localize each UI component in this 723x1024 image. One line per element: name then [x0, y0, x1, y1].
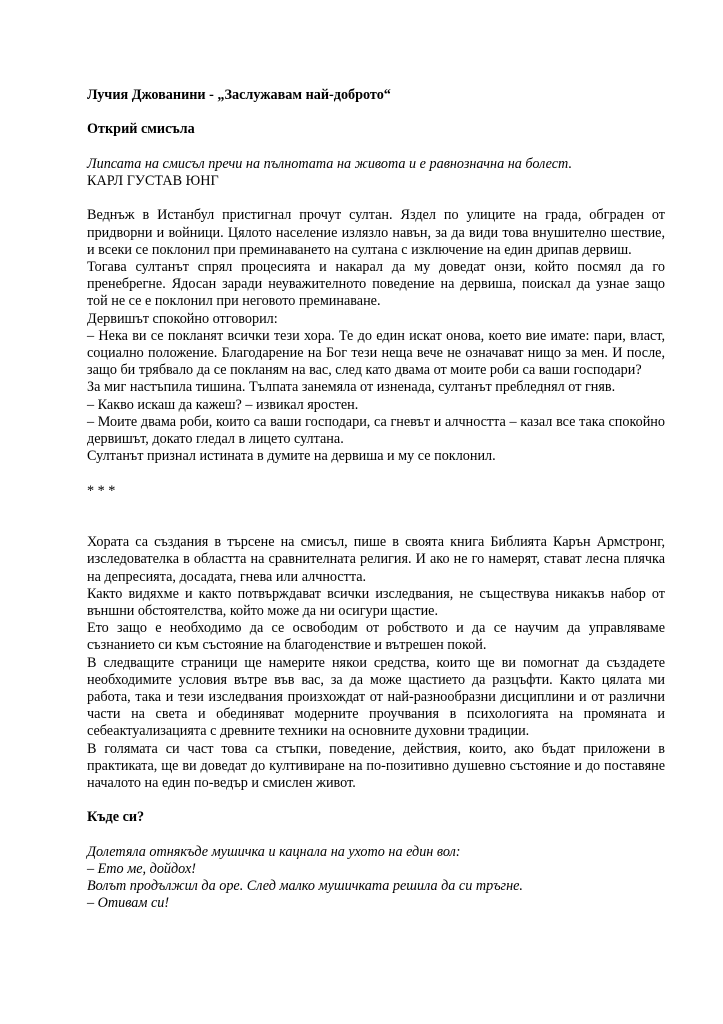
story-line: – Отивам си! [87, 895, 170, 912]
paragraph: Както видяхме и както потвърждават всички изследвания, не съществува никакъв набор от външни обстоятелства, който може да ни осигури щастие. [87, 585, 665, 619]
section-heading-where-are-you: Къде си? [87, 809, 145, 826]
paragraph: В следващите страници ще намерите някои средства, които ще ви помогнат да създадете необходимите условия вътре във вас, за да може щастието да разцъфти. Както цялата ми работа, така и тези изследвания произхождат от най-разнообразни дисциплини и от различни части на света и обединяват модерните проучвания в психологията на промяната и себеактуализацията с древните техники на основните духовни традиции. [87, 654, 665, 740]
story-line: Волът продължил да оре. След малко мушичката решила да си тръгне. [87, 878, 523, 895]
paragraph: Ето защо е необходимо да се освободим от робството и да се научим да управляваме съзнанието си към състояние на благоденствие и вътрешен покой. [87, 620, 665, 654]
section-separator: * * * [87, 482, 116, 499]
paragraph: – Нека ви се покланят всички тези хора. Те до един искат онова, което вие имате: пари, власт, социално положение. Благодарение на Бог тези неща вече не означават нищо за мен. И после, защо би трябвало да се покланям на вас, след като двама от моите роби са ваши господари? [87, 327, 665, 379]
paragraph: Султанът признал истината в думите на дервиша и му се поклонил. [87, 448, 496, 465]
paragraph: – Какво искаш да кажеш? – извикал яростен. [87, 396, 359, 413]
paragraph: – Моите двама роби, които са ваши господари, са гневът и алчността – казал все така спокойно дервишът, докато гледал в лицето султана. [87, 413, 665, 448]
story-line: – Ето ме, дойдох! [87, 861, 197, 878]
paragraph: Веднъж в Истанбул пристигнал прочут султан. Яздел по улиците на града, обграден от придворни и войници. Цялото население излязло навън, за да види това внушително шествие, и всеки се поклонил при преминаването на султана с изключение на един дрипав дервиш. [87, 207, 665, 258]
epigraph-quote: Липсата на смисъл пречи на пълнотата на живота и е равнозначна на болест. [87, 155, 573, 172]
paragraph: За миг настъпила тишина. Тълпата занемяла от изненада, султанът пребледнял от гняв. [87, 379, 616, 396]
paragraph: Тогава султанът спрял процесията и накарал да му доведат онзи, който посмял да го пренебрегне. Ядосан заради неуважителното поведение на дервиша, поискал да узнае защо той не се е поклонил при неговото преминаване. [87, 258, 665, 310]
paragraph: В голямата си част това са стъпки, поведение, действия, които, ако бъдат приложени в практиката, ще ви доведат до култивиране на по-позитивно душевно състояние и до поставяне началото на един по-ведър и смислен живот. [87, 740, 665, 792]
section-heading-find-meaning: Открий смисъла [87, 121, 195, 138]
epigraph-author: КАРЛ ГУСТАВ ЮНГ [87, 172, 219, 189]
paragraph: Хората са създания в търсене на смисъл, пише в своята книга Библията Карън Армстронг, изследователка в областта на сравнителната религия. И ако не го намерят, стават лесна плячка на депресията, досадата, гнева или алчността. [87, 534, 665, 585]
document-title: Лучия Джованини - „Заслужавам най-доброто“ [87, 87, 391, 103]
paragraph: Дервишът спокойно отговорил: [87, 310, 278, 327]
story-line: Долетяла отнякъде мушичка и кацнала на ухото на един вол: [87, 843, 461, 860]
